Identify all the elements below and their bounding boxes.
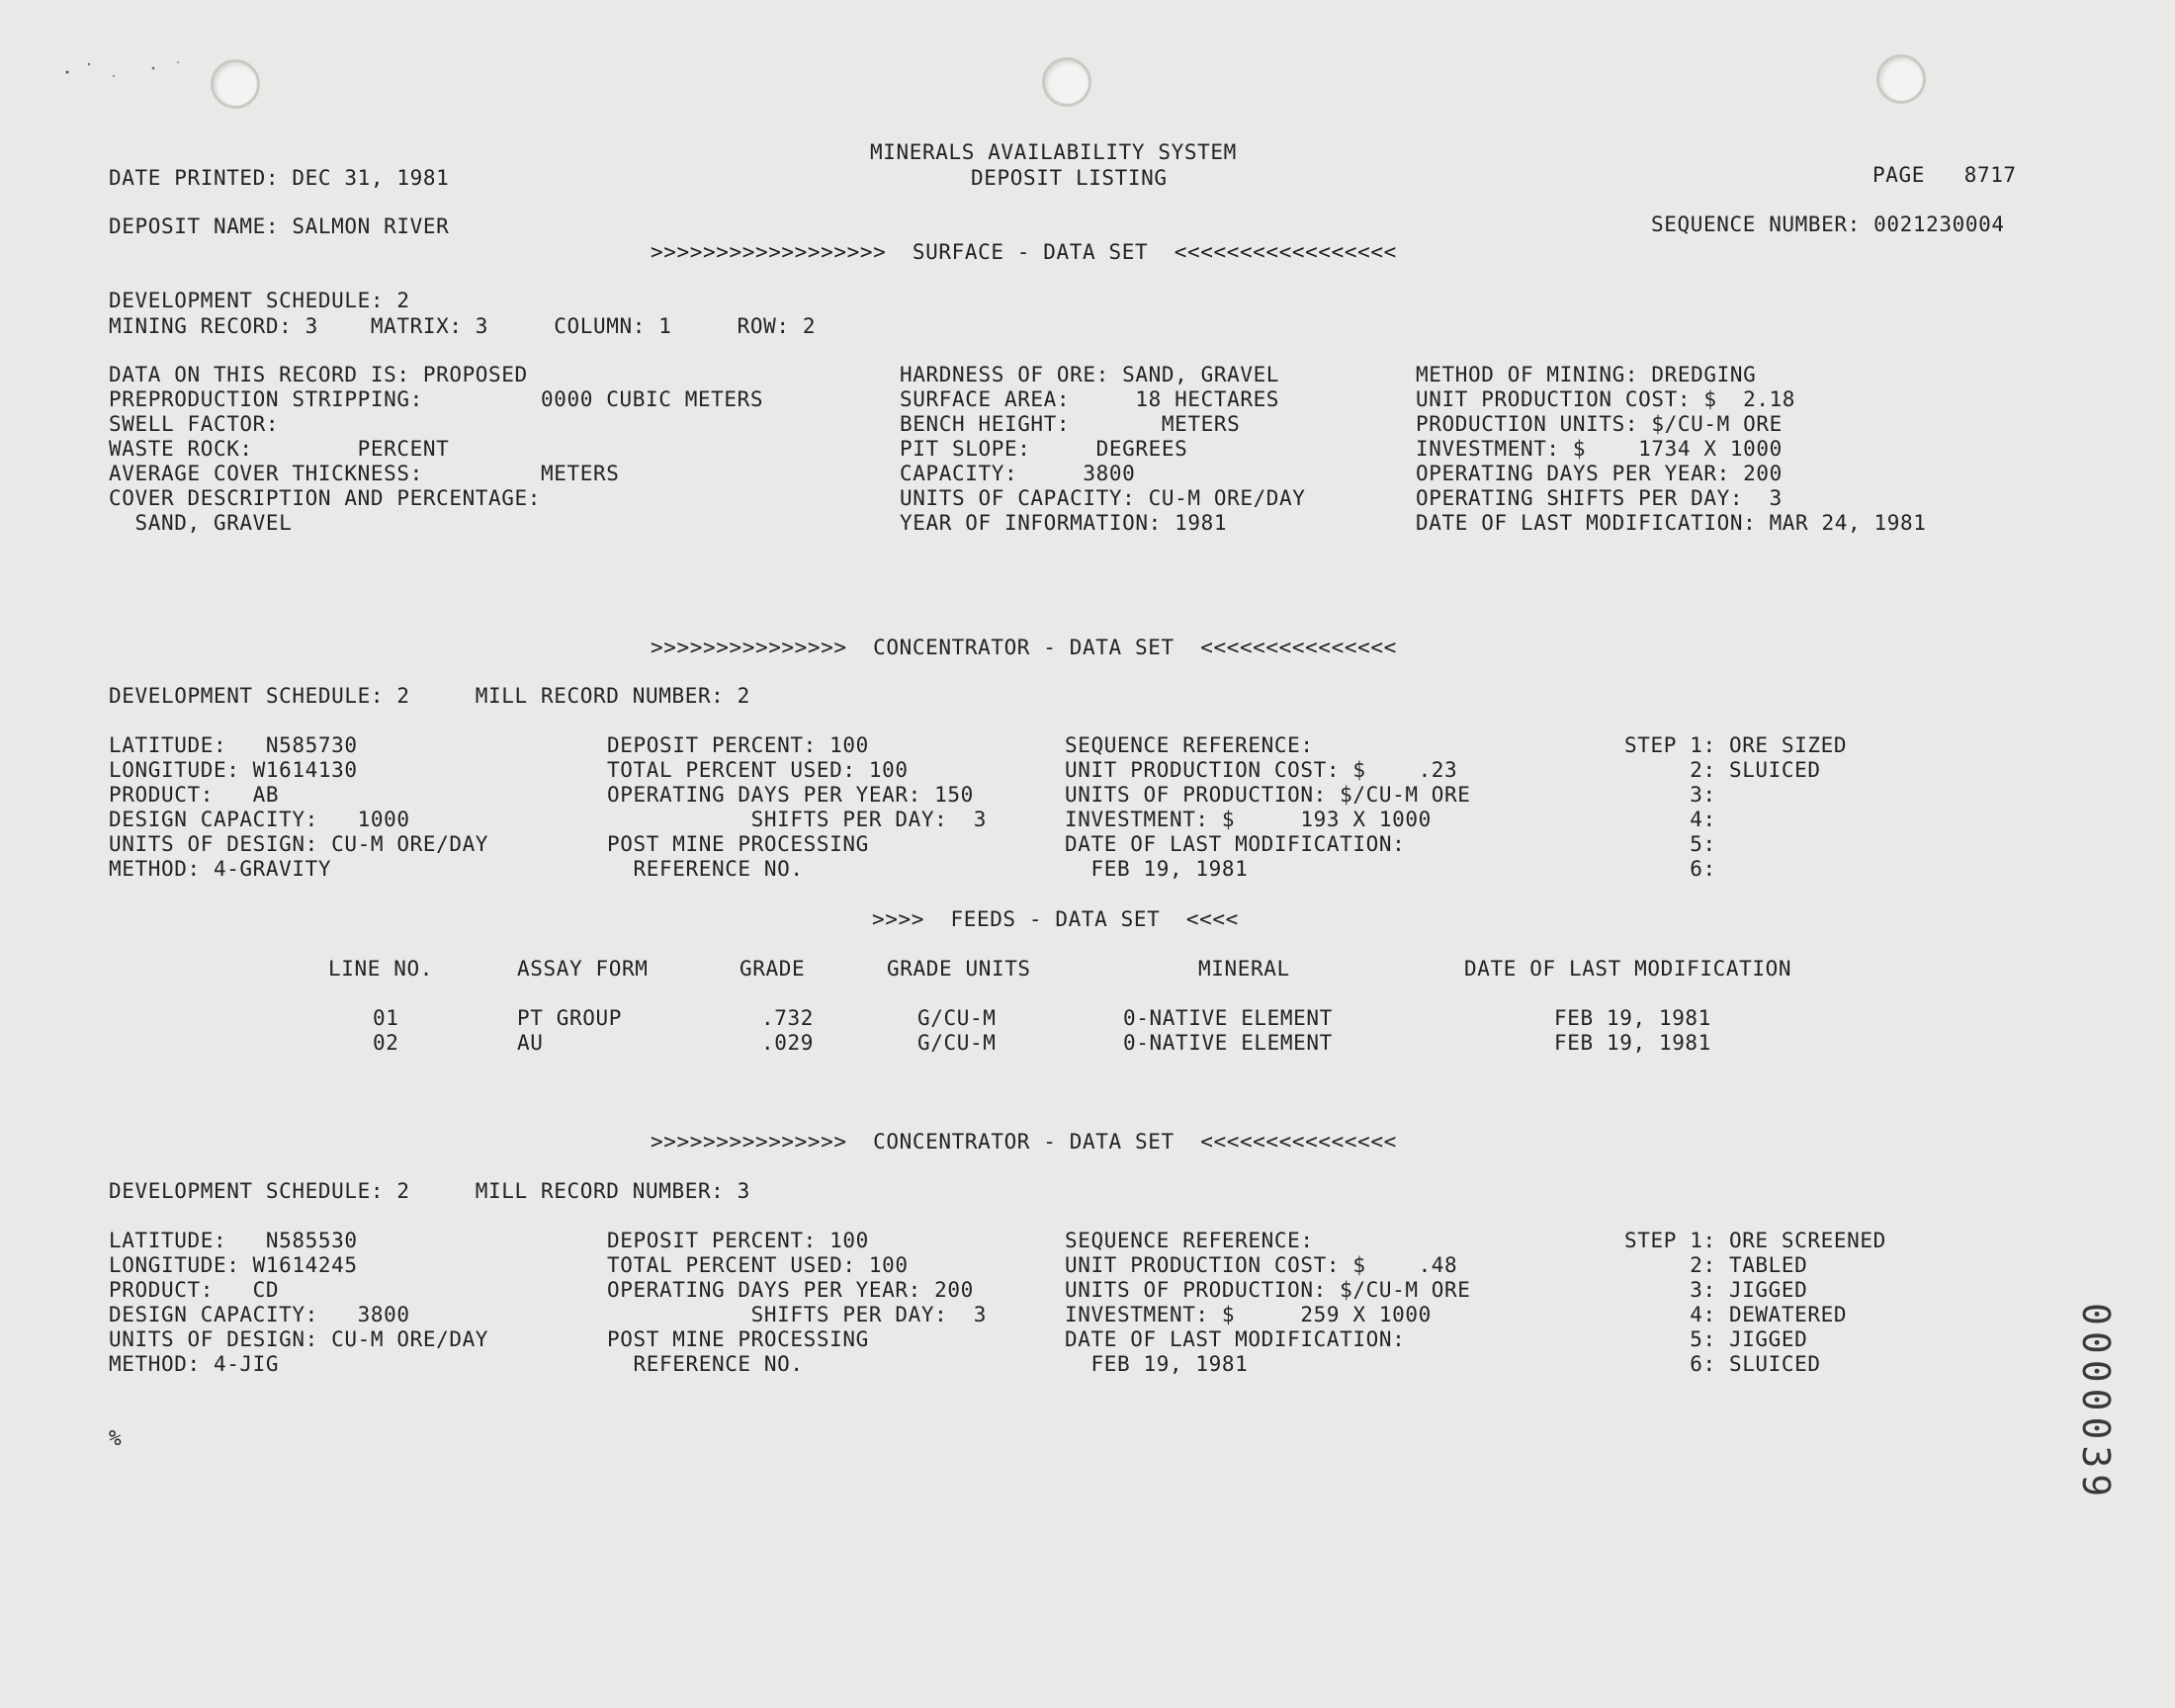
surface-col2-line: CAPACITY: 3800 (900, 462, 1136, 485)
punch-hole-right (1876, 54, 1926, 104)
concentrator1-step: 5: (1624, 832, 1716, 856)
concentrator2-col2-line: POST MINE PROCESSING (607, 1327, 869, 1351)
surface-col3-line: UNIT PRODUCTION COST: $ 2.18 (1416, 387, 1796, 411)
concentrator2-col3-line: DATE OF LAST MODIFICATION: (1065, 1327, 1406, 1351)
concentrator2-col1-line: UNITS OF DESIGN: CU-M ORE/DAY (109, 1327, 489, 1351)
concentrator2-col1-line: LONGITUDE: W1614245 (109, 1253, 358, 1277)
concentrator1-col1-line: DESIGN CAPACITY: 1000 (109, 808, 410, 831)
surface-col3-line: PRODUCTION UNITS: $/CU-M ORE (1416, 412, 1783, 436)
feeds-header-mineral: MINERAL (1198, 957, 1290, 981)
concentrator1-banner: >>>>>>>>>>>>>>> CONCENTRATOR - DATA SET <<<<<<<<<<<<<<< (651, 636, 1397, 659)
surface-col3-line: INVESTMENT: $ 1734 X 1000 (1416, 437, 1783, 461)
deposit-name: DEPOSIT NAME: SALMON RIVER (109, 214, 450, 238)
feeds-row-date: FEB 19, 1981 (1554, 1006, 1711, 1030)
feeds-row-assay-form: AU (517, 1031, 544, 1055)
concentrator2-step: 5: JIGGED (1624, 1327, 1808, 1351)
concentrator1-col3-line: INVESTMENT: $ 193 X 1000 (1065, 808, 1432, 831)
concentrator2-col3-line: FEB 19, 1981 (1065, 1352, 1249, 1376)
page-number: PAGE 8717 (1872, 163, 2017, 187)
surface-col1-line: PREPRODUCTION STRIPPING: 0000 CUBIC METERS (109, 387, 764, 411)
concentrator1-col3-line: UNIT PRODUCTION COST: $ .23 (1065, 758, 1458, 782)
faint-edge-stamp (2046, 247, 2086, 504)
surface-col3-line: OPERATING DAYS PER YEAR: 200 (1416, 462, 1783, 485)
punch-hole-center (1042, 57, 1091, 107)
concentrator2-step: 4: DEWATERED (1624, 1303, 1848, 1326)
concentrator2-step: 3: JIGGED (1624, 1278, 1808, 1302)
concentrator2-col2-line: OPERATING DAYS PER YEAR: 200 (607, 1278, 974, 1302)
concentrator1-col1-line: LATITUDE: N585730 (109, 733, 358, 757)
concentrator2-step: 6: SLUICED (1624, 1352, 1821, 1376)
surface-record-line: MINING RECORD: 3 MATRIX: 3 COLUMN: 1 ROW: 2 (109, 314, 817, 338)
surface-col2-line: UNITS OF CAPACITY: CU-M ORE/DAY (900, 486, 1306, 510)
surface-col1-line: SAND, GRAVEL (109, 511, 293, 535)
feeds-row-mineral: 0-NATIVE ELEMENT (1123, 1031, 1333, 1055)
feeds-row-date: FEB 19, 1981 (1554, 1031, 1711, 1055)
concentrator2-step: 2: TABLED (1624, 1253, 1808, 1277)
concentrator1-step: 3: (1624, 783, 1716, 807)
concentrator2-col1-line: LATITUDE: N585530 (109, 1229, 358, 1252)
concentrator2-col1-line: METHOD: 4-JIG (109, 1352, 280, 1376)
concentrator1-col2-line: DEPOSIT PERCENT: 100 (607, 733, 869, 757)
surface-col1-line: DATA ON THIS RECORD IS: PROPOSED (109, 363, 528, 386)
concentrator2-col2-line: SHIFTS PER DAY: 3 (607, 1303, 988, 1326)
concentrator1-col3-line: DATE OF LAST MODIFICATION: (1065, 832, 1406, 856)
concentrator1-col3-line: UNITS OF PRODUCTION: $/CU-M ORE (1065, 783, 1471, 807)
scan-specks (59, 54, 198, 84)
concentrator1-col2-line: SHIFTS PER DAY: 3 (607, 808, 988, 831)
concentrator1-col2-line: POST MINE PROCESSING (607, 832, 869, 856)
surface-col2-line: HARDNESS OF ORE: SAND, GRAVEL (900, 363, 1280, 386)
sequence-number: SEQUENCE NUMBER: 0021230004 (1651, 213, 2005, 236)
date-printed: DATE PRINTED: DEC 31, 1981 (109, 166, 450, 190)
surface-col1-line: SWELL FACTOR: (109, 412, 280, 436)
concentrator1-col3-line: FEB 19, 1981 (1065, 857, 1249, 881)
surface-col1-line: COVER DESCRIPTION AND PERCENTAGE: (109, 486, 542, 510)
surface-col1-line: WASTE ROCK: PERCENT (109, 437, 450, 461)
concentrator1-col3-line: SEQUENCE REFERENCE: (1065, 733, 1314, 757)
concentrator1-step: STEP 1: ORE SIZED (1624, 733, 1848, 757)
feeds-row-grade: .732 (761, 1006, 814, 1030)
concentrator1-col2-line: REFERENCE NO. (607, 857, 804, 881)
concentrator2-col3-line: UNITS OF PRODUCTION: $/CU-M ORE (1065, 1278, 1471, 1302)
percent-mark: % (109, 1426, 123, 1450)
feeds-header-assay-form: ASSAY FORM (517, 957, 649, 981)
concentrator2-col2-line: TOTAL PERCENT USED: 100 (607, 1253, 909, 1277)
concentrator2-col2-line: DEPOSIT PERCENT: 100 (607, 1229, 869, 1252)
surface-col3-line: DATE OF LAST MODIFICATION: MAR 24, 1981 (1416, 511, 1927, 535)
punch-hole-left (211, 59, 260, 109)
feeds-row-grade-units: G/CU-M (917, 1031, 997, 1055)
feeds-header-grade: GRADE (740, 957, 806, 981)
feeds-row-line-no: 01 (373, 1006, 399, 1030)
feeds-header-line-no: LINE NO. (328, 957, 433, 981)
surface-col1-line: AVERAGE COVER THICKNESS: METERS (109, 462, 620, 485)
feeds-row-grade-units: G/CU-M (917, 1006, 997, 1030)
surface-col2-line: SURFACE AREA: 18 HECTARES (900, 387, 1280, 411)
feeds-row-mineral: 0-NATIVE ELEMENT (1123, 1006, 1333, 1030)
concentrator1-col1-line: UNITS OF DESIGN: CU-M ORE/DAY (109, 832, 489, 856)
feeds-header-grade-units: GRADE UNITS (887, 957, 1031, 981)
surface-col2-line: YEAR OF INFORMATION: 1981 (900, 511, 1228, 535)
concentrator2-banner: >>>>>>>>>>>>>>> CONCENTRATOR - DATA SET <<<<<<<<<<<<<<< (651, 1130, 1397, 1153)
concentrator1-col2-line: TOTAL PERCENT USED: 100 (607, 758, 909, 782)
surface-banner: >>>>>>>>>>>>>>>>>> SURFACE - DATA SET <<<<<<<<<<<<<<<<< (651, 240, 1397, 264)
concentrator2-step: STEP 1: ORE SCREENED (1624, 1229, 1886, 1252)
concentrator1-schedule: DEVELOPMENT SCHEDULE: 2 MILL RECORD NUMBER: 2 (109, 684, 750, 708)
surface-col2-line: BENCH HEIGHT: METERS (900, 412, 1241, 436)
listing-title: DEPOSIT LISTING (971, 166, 1168, 190)
concentrator1-step: 4: (1624, 808, 1716, 831)
feeds-header-date: DATE OF LAST MODIFICATION (1464, 957, 1792, 981)
concentrator2-col3-line: SEQUENCE REFERENCE: (1065, 1229, 1314, 1252)
concentrator2-col3-line: UNIT PRODUCTION COST: $ .48 (1065, 1253, 1458, 1277)
surface-col3-line: OPERATING SHIFTS PER DAY: 3 (1416, 486, 1783, 510)
concentrator1-col2-line: OPERATING DAYS PER YEAR: 150 (607, 783, 974, 807)
feeds-row-line-no: 02 (373, 1031, 399, 1055)
surface-col3-line: METHOD OF MINING: DREDGING (1416, 363, 1757, 386)
frame-stamp: 0000039 (2074, 1303, 2118, 1503)
feeds-row-grade: .029 (761, 1031, 814, 1055)
concentrator2-col1-line: PRODUCT: CD (109, 1278, 280, 1302)
surface-dev-schedule: DEVELOPMENT SCHEDULE: 2 (109, 289, 410, 312)
concentrator1-col1-line: LONGITUDE: W1614130 (109, 758, 358, 782)
concentrator1-col1-line: PRODUCT: AB (109, 783, 280, 807)
concentrator2-col3-line: INVESTMENT: $ 259 X 1000 (1065, 1303, 1432, 1326)
concentrator1-step: 2: SLUICED (1624, 758, 1821, 782)
feeds-row-assay-form: PT GROUP (517, 1006, 622, 1030)
feeds-banner: >>>> FEEDS - DATA SET <<<< (872, 907, 1239, 931)
concentrator1-step: 6: (1624, 857, 1716, 881)
concentrator2-col2-line: REFERENCE NO. (607, 1352, 804, 1376)
concentrator2-schedule: DEVELOPMENT SCHEDULE: 2 MILL RECORD NUMBER: 3 (109, 1179, 750, 1203)
surface-col2-line: PIT SLOPE: DEGREES (900, 437, 1188, 461)
concentrator2-col1-line: DESIGN CAPACITY: 3800 (109, 1303, 410, 1326)
system-title: MINERALS AVAILABILITY SYSTEM (870, 140, 1237, 164)
concentrator1-col1-line: METHOD: 4-GRAVITY (109, 857, 332, 881)
